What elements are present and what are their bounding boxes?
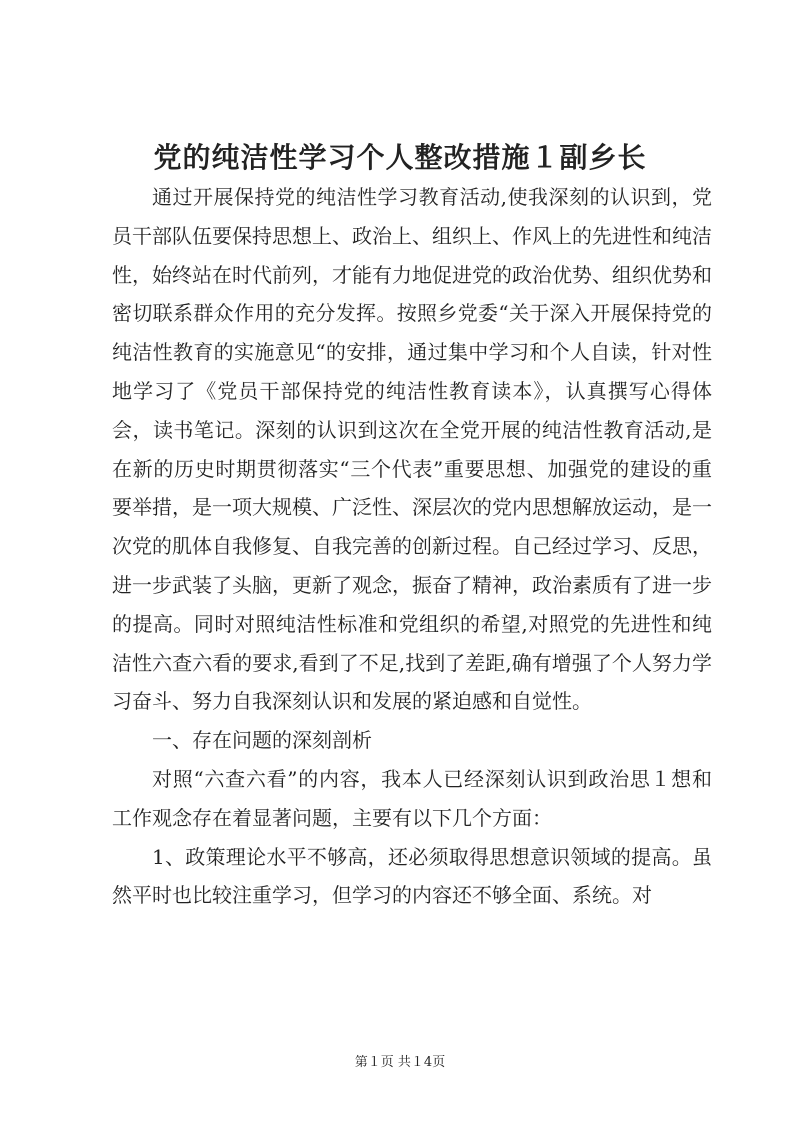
section-heading: 一、存在问题的深刻剖析 <box>152 728 372 753</box>
intro-paragraph: 通过开展保持党的纯洁性学习教育活动,使我深刻的认识到，党员干部队伍要保持思想上、政治上、组织上、作风上的先进性和纯洁性，始终站在时代前列，才能有力地促进党的政治优势、组织优势和密切联系群众作用的充分发挥。按照乡党委“关于深入开展保持党的纯洁性教育的实施意见“的安排，通过集中学习和个人自读，针对性地学习了《党员干部保持党的纯洁性教育读本》，认真撰写心得体会，读书笔记。深刻的认识到这次在全党开展的纯洁性教育活动,是在新的历史时期贯彻落实“三个代表”重要思想、加强党的建设的重要举措，是一项大规模、广泛性、深层次的党内思想解放运动，是一次党的肌体自我修复、自我完善的创新过程。自己经过学习、反思，进一步武装了头脑，更新了观念，振奋了精神，政治素质有了进一步的提高。同时对照纯洁性标准和党组织的希望,对照党的先进性和纯洁性六查六看的要求,看到了不足,找到了差距,确有增强了个人努力学习奋斗、努力自我深刻认识和发展的紧迫感和自觉性。 <box>112 185 712 714</box>
issue-paragraph: 1、政策理论水平不够高，还必须取得思想意识领域的提高。虽然平时也比较注重学习，但学习的内容还不够全面、系统。对 <box>112 844 712 908</box>
page-number-footer: 第１页 共１4页 <box>354 1055 446 1070</box>
document-title: 党的纯洁性学习个人整改措施１副乡长 <box>153 141 647 174</box>
overview-paragraph: 对照“六查六看”的内容，我本人已经深刻认识到政治思１想和工作观念存在着显著问题，主要有以下几个方面： <box>112 766 712 830</box>
document-body <box>112 178 712 915</box>
